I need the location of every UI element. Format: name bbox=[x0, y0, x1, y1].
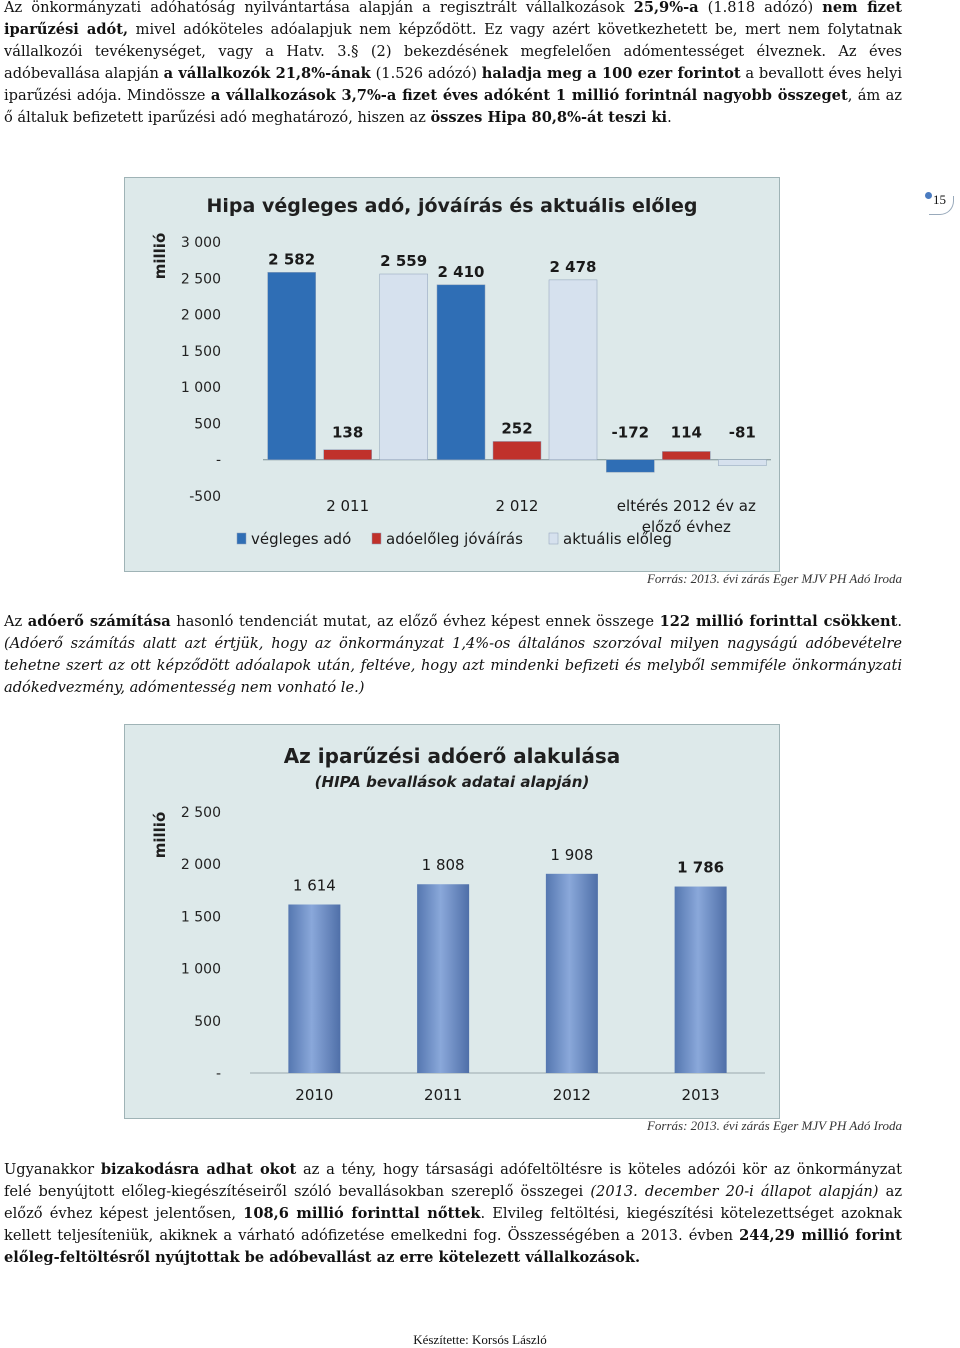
y-tick-label: 2 500 bbox=[180, 805, 221, 821]
data-label: 2 410 bbox=[437, 262, 485, 281]
bold-span: összes Hipa 80,8%-át teszi ki bbox=[430, 109, 668, 126]
source-note-2: Forrás: 2013. évi zárás Eger MJV PH Adó Iroda bbox=[646, 1118, 902, 1133]
chart-subtitle: (HIPA bevallások adatai alapján) bbox=[314, 773, 590, 791]
x-tick-label: eltérés 2012 év az bbox=[616, 497, 756, 515]
source-note-1: Forrás: 2013. évi zárás Eger MJV PH Adó Iroda bbox=[646, 571, 902, 586]
legend-swatch bbox=[372, 533, 381, 544]
text-span: Ugyanakkor bbox=[4, 1161, 101, 1178]
chart-title: Hipa végleges adó, jóváírás és aktuális előleg bbox=[206, 195, 698, 217]
bar-aktuális-előleg bbox=[549, 280, 597, 460]
chart-hipa-tax bbox=[124, 177, 780, 572]
chart-title: Az iparűzési adóerő alakulása bbox=[283, 744, 621, 768]
legend-label: adóelőleg jóváírás bbox=[386, 530, 523, 548]
data-label: 2 559 bbox=[380, 252, 428, 271]
x-tick-label: 2012 bbox=[552, 1086, 591, 1104]
page-number: 15 bbox=[933, 192, 946, 207]
tax-power-paragraph bbox=[4, 611, 902, 699]
text-span: . bbox=[667, 109, 672, 126]
y-tick-label: 500 bbox=[194, 416, 221, 433]
bold-span: nem fizet iparűzési adót, bbox=[4, 0, 902, 38]
legend-label: végleges adó bbox=[251, 530, 352, 548]
bold-span: 122 millió forinttal csökkent bbox=[659, 613, 898, 630]
text-span: hasonló tendenciát mutat, az előző évhez képest ennek összege bbox=[170, 613, 660, 630]
intro-paragraph bbox=[4, 0, 902, 129]
legend-label: aktuális előleg bbox=[563, 530, 672, 548]
bar-végleges-adó bbox=[606, 460, 654, 472]
data-label: 252 bbox=[501, 419, 533, 438]
y-tick-label: 1 000 bbox=[180, 380, 221, 397]
bar-year-2010 bbox=[288, 904, 340, 1073]
bold-span: 25,9%-a bbox=[633, 0, 699, 16]
text-span: . bbox=[897, 613, 903, 630]
data-label: 1 614 bbox=[292, 876, 336, 895]
data-label: 1 908 bbox=[550, 845, 594, 864]
x-tick-label: 2013 bbox=[681, 1086, 720, 1104]
text-span: , ám az ő általuk befizetett iparűzési adó meghatározó, hiszen az bbox=[4, 87, 902, 126]
bar-year-2011 bbox=[417, 884, 469, 1073]
x-tick-label: 2011 bbox=[424, 1086, 463, 1104]
y-tick-label: 1 500 bbox=[180, 909, 221, 926]
text-span: az előző évhez képest jelentősen, bbox=[4, 1183, 903, 1222]
text-span: Az önkormányzati adóhatóság nyilvántartása alapján a regisztrált vállalkozások bbox=[4, 0, 634, 16]
y-tick-label: -500 bbox=[189, 489, 221, 505]
bold-span: haladja meg a 100 ezer forintot bbox=[481, 65, 741, 82]
bold-span: bizakodásra adhat okot bbox=[100, 1161, 297, 1178]
data-label: 1 786 bbox=[677, 858, 725, 877]
bar-year-2013 bbox=[675, 887, 727, 1073]
bar-végleges-adó bbox=[437, 285, 485, 460]
y-tick-label: 3 000 bbox=[180, 235, 221, 251]
text-span: az a tény, hogy társasági adófeltöltésre is köteles adózói kör az önkormányzat felé benyújtott előleg-kiegészítéseiről szóló bevallásokban szereplő összegei bbox=[4, 1161, 903, 1200]
data-label: 1 808 bbox=[421, 856, 465, 875]
x-tick-label: előző évhez bbox=[641, 518, 731, 536]
bar-adóelőleg-jóváírás bbox=[324, 450, 372, 460]
chart-tax-power-svg bbox=[125, 725, 779, 1118]
bar-year-2012 bbox=[546, 874, 598, 1073]
y-tick-label: 1 500 bbox=[180, 343, 221, 360]
italic-span: (Adóerő számítás alatt azt értjük, hogy az önkormányzat 1,4%-os általános szorzóval milyen nagyságú adóbevételre tehetne szert az ott képződött adóalapok után, feltéve, hogy azt mindenki befizeti és melyből semmiféle önkormányzati adókedvezmény, adómentesség nem vonható le.) bbox=[4, 635, 902, 696]
text-span: . Elvileg feltöltési, kiegészítési kötelezettséget azoknak kellett teljesíteniük, akiknek a várható adófizetése emelkedni fog. Összességében a 2013. évben bbox=[4, 1205, 902, 1244]
y-tick-label: 1 000 bbox=[180, 961, 221, 978]
text-span: mivel adóköteles adóalapjuk nem képződött. Ez vagy azért következhetett be, mert nem folytatnak vállalkozói tevékenységet, vagy a Hatv. 3.§ (2) bekezdésének megfelelően adómentességet élveznek. Az éves adóbevallása alapján bbox=[4, 21, 902, 82]
x-tick-label: 2010 bbox=[295, 1086, 334, 1104]
y-tick-label: - bbox=[215, 452, 221, 469]
bar-aktuális-előleg bbox=[380, 274, 428, 460]
text-span: Az bbox=[4, 613, 28, 630]
text-span: a bevallott éves helyi iparűzési adója. Mindössze bbox=[4, 65, 902, 104]
bar-aktuális-előleg bbox=[718, 460, 766, 466]
x-tick-label: 2 011 bbox=[326, 497, 370, 515]
chart-hipa-tax-svg bbox=[125, 178, 779, 571]
bar-adóelőleg-jóváírás bbox=[493, 441, 541, 459]
data-label: -172 bbox=[611, 423, 650, 442]
data-label: -81 bbox=[728, 423, 756, 442]
legend-swatch bbox=[237, 533, 246, 544]
italic-span: (2013. december 20-i állapot alapján) bbox=[590, 1183, 879, 1200]
y-tick-label: - bbox=[215, 1066, 221, 1082]
x-tick-label: 2 012 bbox=[495, 497, 539, 515]
bold-span: adóerő számítása bbox=[27, 613, 171, 630]
y-axis-label: millió bbox=[151, 232, 169, 280]
y-tick-label: 500 bbox=[194, 1013, 221, 1030]
bar-adóelőleg-jóváírás bbox=[662, 451, 710, 459]
data-label: 114 bbox=[670, 423, 702, 442]
y-tick-label: 2 000 bbox=[180, 307, 221, 324]
page-footer: Készítette: Korsós László bbox=[413, 1332, 547, 1347]
bold-span: 108,6 millió forinttal nőttek bbox=[243, 1205, 481, 1222]
page-number-dot bbox=[925, 192, 932, 199]
bold-span: a vállalkozások 3,7%-a fizet éves adóként 1 millió forintnál nagyobb összeget bbox=[210, 87, 848, 104]
advance-payment-paragraph bbox=[4, 1159, 902, 1269]
bold-span: a vállalkozók 21,8%-ának bbox=[163, 65, 371, 82]
bar-végleges-adó bbox=[268, 272, 316, 459]
bold-span: 244,29 millió forint előleg-feltöltésről nyújtottak be adóbevallást az erre kötelezett vállalkozások. bbox=[4, 1227, 902, 1266]
page-number-marker bbox=[925, 192, 957, 212]
data-label: 2 582 bbox=[268, 250, 316, 269]
text-span: (1.818 adózó) bbox=[698, 0, 823, 16]
chart-tax-power bbox=[124, 724, 780, 1119]
data-label: 2 478 bbox=[549, 257, 597, 276]
legend-swatch bbox=[549, 533, 558, 544]
text-span: (1.526 adózó) bbox=[370, 65, 482, 82]
y-tick-label: 2 000 bbox=[180, 857, 221, 874]
y-axis-label: millió bbox=[151, 811, 169, 859]
y-tick-label: 2 500 bbox=[180, 271, 221, 288]
data-label: 138 bbox=[332, 423, 364, 442]
